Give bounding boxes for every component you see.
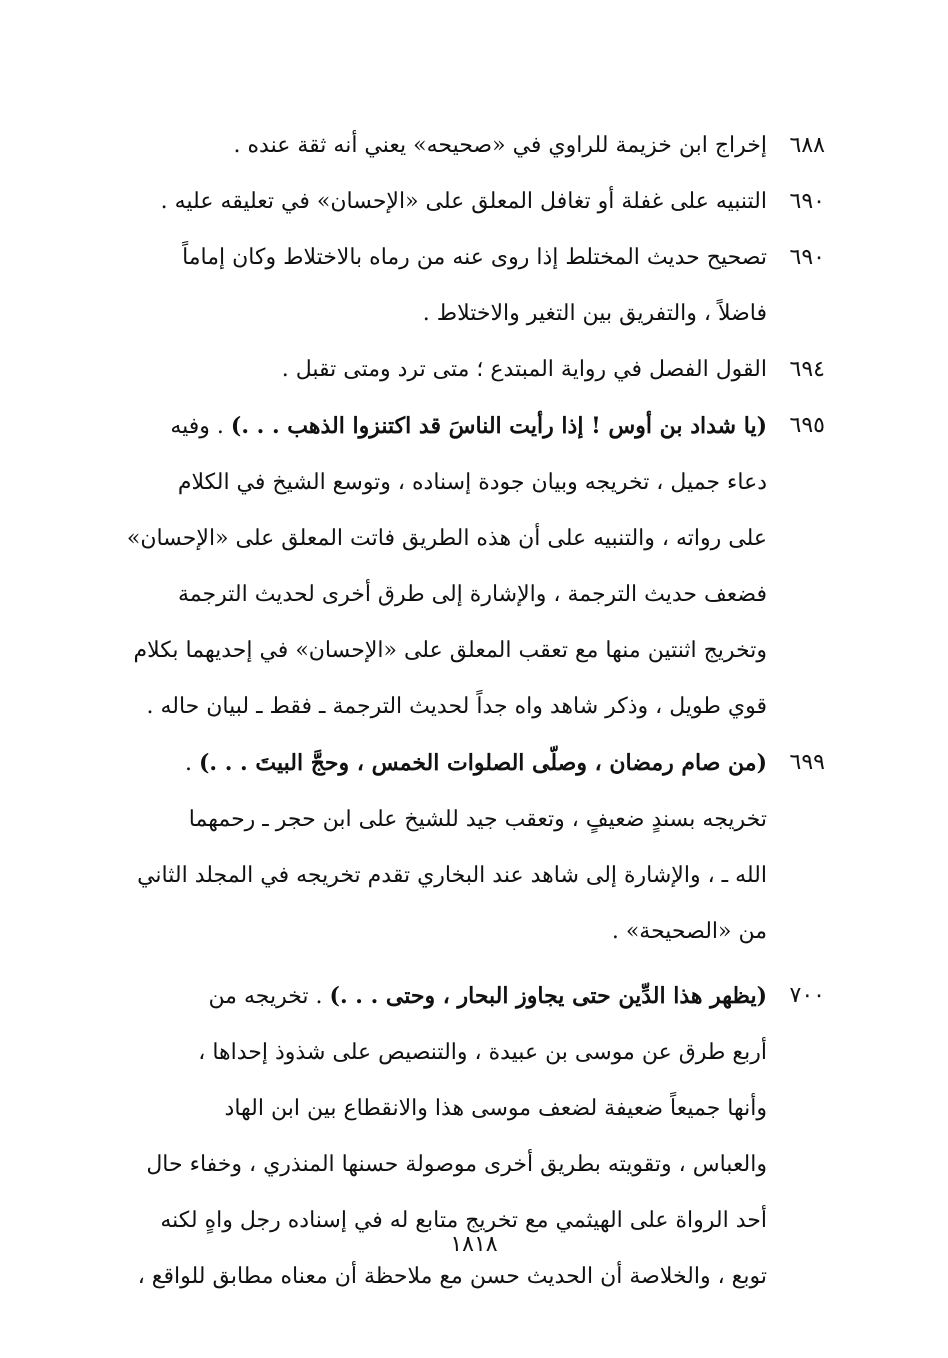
entry-page-number: ٦٩٤: [789, 357, 825, 382]
index-entry: [120, 735, 825, 960]
entry-text: [120, 342, 767, 398]
entry-line: وتخريج اثنتين منها مع تعقب المعلق على «الإحسان» في إحديهما بكلام: [133, 638, 767, 663]
entry-page-number: ٦٩٠: [789, 245, 825, 270]
hadith-quote: (من صام رمضان ، وصلّى الصلوات الخمس ، وحجَّ البيتَ . . .): [199, 750, 767, 776]
entry-page-number: ٦٩٠: [789, 189, 825, 214]
entry-line: الله ـ ، والإشارة إلى شاهد عند البخاري تقدم تخريجه في المجلد الثاني: [137, 863, 767, 888]
entry-line: على رواته ، والتنبيه على أن هذه الطريق فاتت المعلق على «الإحسان»: [126, 526, 767, 551]
entry-line: أحد الرواة على الهيثمي مع تخريج متابع له في إسناده رجل واهٍ لكنه: [160, 1208, 767, 1233]
entry-line: فاضلاً ، والتفريق بين التغير والاختلاط .: [422, 301, 767, 326]
entry-first-line: [120, 968, 767, 1025]
index-entry: [120, 118, 825, 174]
entry-first-line: [120, 735, 767, 792]
entry-text: [120, 174, 767, 230]
entry-line: والعباس ، وتقويته بطريق أخرى موصولة حسنها المنذري ، وخفاء حال: [146, 1152, 767, 1177]
entry-page-number: ٧٠٠: [789, 983, 825, 1008]
entry-line-rest: . تخريجه من: [208, 984, 330, 1009]
entry-line: وأنها جميعاً ضعيفة لضعف موسى هذا والانقطاع بين ابن الهاد: [224, 1096, 767, 1121]
entry-line: دعاء جميل ، تخريجه وبيان جودة إسناده ، وتوسع الشيخ في الكلام: [177, 470, 767, 495]
index-entry: [120, 342, 825, 398]
entry-line-rest: .: [185, 751, 200, 776]
entry-page-number: ٦٨٨: [789, 133, 825, 158]
entry-text: [120, 398, 767, 735]
entry-line: قوي طويل ، وذكر شاهد واه جداً لحديث الترجمة ـ فقط ـ لبيان حاله .: [146, 694, 767, 719]
entry-first-line: [120, 398, 767, 455]
entry-text: [120, 118, 767, 174]
entry-text: [120, 230, 767, 342]
entry-line: تصحيح حديث المختلط إذا روى عنه من رماه بالاختلاط وكان إماماً: [182, 245, 767, 270]
entry-line: إخراج ابن خزيمة للراوي في «صحيحه» يعني أنه ثقة عنده .: [233, 133, 767, 158]
entry-line: تخريجه بسندٍ ضعيفٍ ، وتعقب جيد للشيخ على ابن حجر ـ رحمهما: [188, 807, 767, 832]
entry-line: فضعف حديث الترجمة ، والإشارة إلى طرق أخرى لحديث الترجمة: [178, 582, 767, 607]
index-entry: [120, 230, 825, 342]
index-entry: [120, 398, 825, 735]
hadith-quote: (يظهر هذا الدِّين حتى يجاوز البحار ، وحتى . . .): [329, 983, 767, 1009]
page-number: ١٨١٨: [450, 1232, 498, 1257]
entry-line: من «الصحيحة» .: [611, 919, 767, 944]
hadith-quote: (يا شداد بن أوس ! إذا رأيت الناسَ قد اكتنزوا الذهب . . .): [230, 413, 767, 439]
entry-line: أربع طرق عن موسى بن عبيدة ، والتنصيص على شذوذ إحداها ،: [198, 1040, 767, 1065]
entry-line: توبع ، والخلاصة أن الحديث حسن مع ملاحظة أن معناه مطابق للواقع ،: [137, 1264, 767, 1289]
entry-line: التنبيه على غفلة أو تغافل المعلق على «الإحسان» في تعليقه عليه .: [160, 189, 767, 214]
entry-line-rest: . وفيه: [170, 414, 231, 439]
entry-page-number: ٦٩٥: [789, 413, 825, 438]
index-entry: [120, 174, 825, 230]
entry-line: القول الفصل في رواية المبتدع ؛ متى ترد ومتى تقبل .: [281, 357, 767, 382]
entry-text: [120, 735, 767, 960]
entry-page-number: ٦٩٩: [789, 750, 825, 775]
index-entries: [120, 118, 825, 1305]
